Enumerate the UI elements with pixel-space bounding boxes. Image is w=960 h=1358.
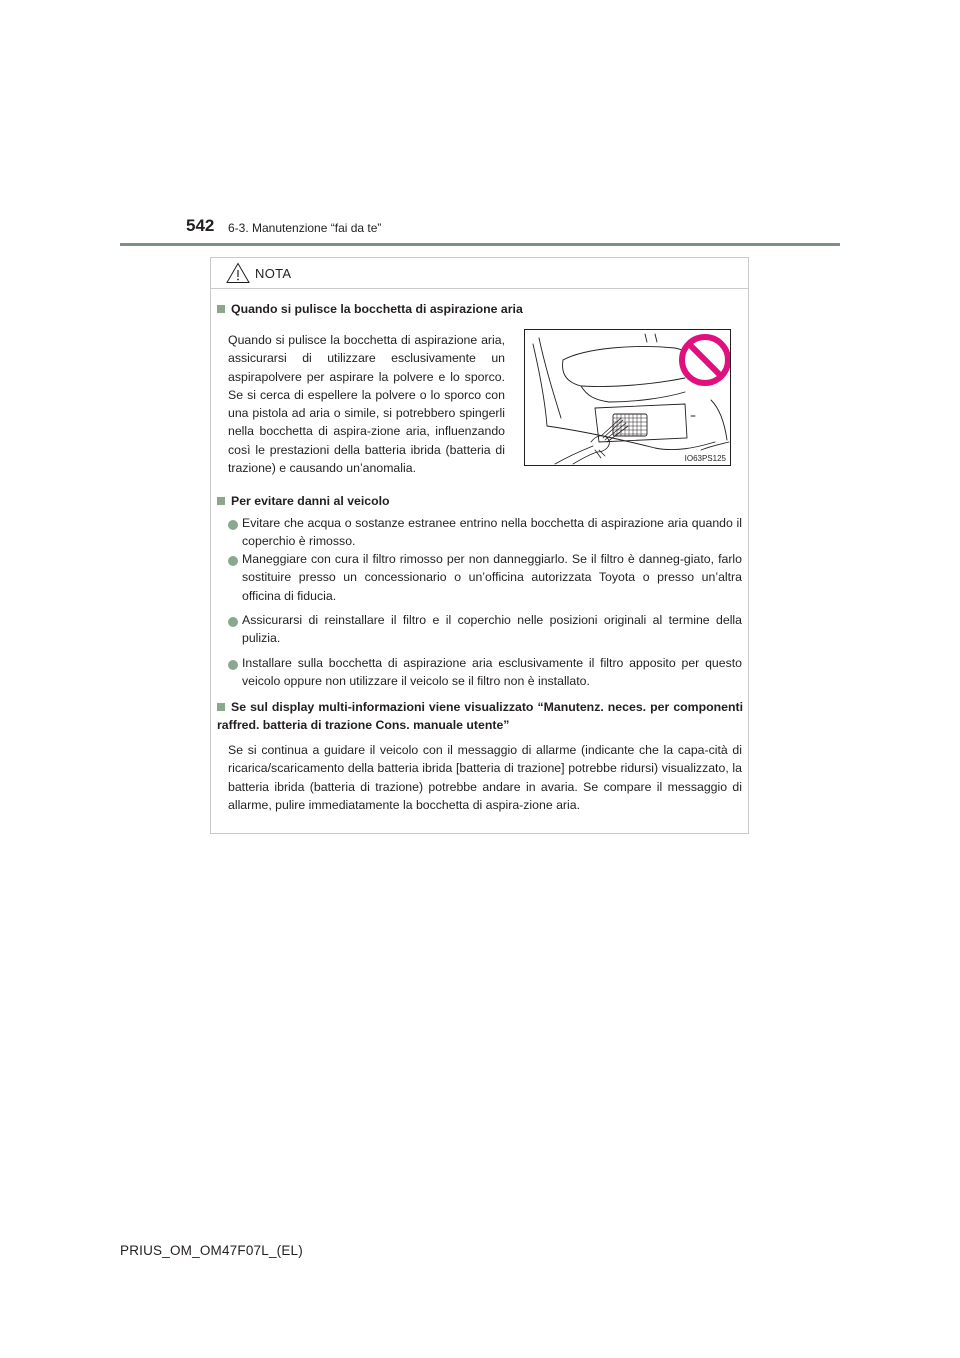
bullet-dot-icon (228, 660, 238, 670)
bullet-item: Maneggiare con cura il filtro rimosso per non danneggiarlo. Se il filtro è danneg-giato, farlo sostituire presso un concessionario o un’officina autorizzata Toyota o presso un’altra officina di fiducia. (242, 552, 742, 603)
header-rule (120, 243, 840, 246)
heading-text: Quando si pulisce la bocchetta di aspirazione aria (231, 302, 523, 316)
bullet-square-icon (217, 497, 225, 505)
section-heading-display-warning (217, 698, 743, 734)
warning-triangle-icon (226, 262, 250, 284)
prohibition-icon (682, 337, 728, 383)
display-warning-paragraph: Se si continua a guidare il veicolo con il messaggio di allarme (indicante che la capa-cità di ricarica/scaricamento della batteria ibrida [batteria di trazione] potrebbe ridursi) visualizzato, la batteria ibrida (batteria di trazione) potrebbe andare in avaria. Se compare il messaggio di allarme, pulire immediatamente la bocchetta di aspira-zione aria. (228, 743, 742, 812)
section-heading-avoid-damage (217, 492, 737, 510)
bullet-square-icon (217, 703, 225, 711)
bullet-dot-icon (228, 556, 238, 566)
bullet-item: Installare sulla bocchetta di aspirazione aria esclusivamente il filtro apposito per questo veicolo oppure non utilizzare il veicolo se il filtro non è installato. (242, 656, 742, 689)
bullet-dot-icon (228, 520, 238, 530)
note-header (211, 258, 748, 289)
footer-code: PRIUS_OM_OM47F07L_(EL) (120, 1243, 303, 1258)
bullet-square-icon (217, 305, 225, 313)
section-heading-air-intake (217, 300, 737, 318)
air-intake-illustration (525, 330, 730, 465)
heading-text: Per evitare danni al veicolo (231, 494, 390, 508)
illustration-vacuum-cleaning (524, 329, 731, 466)
note-title: NOTA (255, 266, 292, 281)
illustration-code: IO63PS125 (684, 454, 726, 463)
page-number: 542 (186, 216, 215, 235)
bullet-item: Assicurarsi di reinstallare il filtro e il coperchio nelle posizioni originali al termine della pulizia. (242, 613, 742, 646)
bullet-item: Evitare che acqua o sostanze estranee entrino nella bocchetta di aspirazione aria quando il coperchio è rimosso. (242, 516, 742, 549)
bullet-dot-icon (228, 617, 238, 627)
air-intake-paragraph: Quando si pulisce la bocchetta di aspirazione aria, assicurarsi di utilizzare esclusivamente un aspirapolvere per aspirare la polvere e lo sporco. Se si cerca di espellere la polvere o lo sporco con una pistola ad aria o simile, si potrebbero spingerli nella bocchetta di aspira-zione aria, influenzando così le prestazioni della batteria ibrida (batteria di trazione) e causando un’anomalia. (228, 333, 505, 476)
section-title: 6-3. Manutenzione “fai da te” (228, 221, 382, 235)
heading-text: Se sul display multi-informazioni viene visualizzato “Manutenz. neces. per componenti raffred. batteria di trazione Cons. manuale utente” (217, 700, 743, 732)
